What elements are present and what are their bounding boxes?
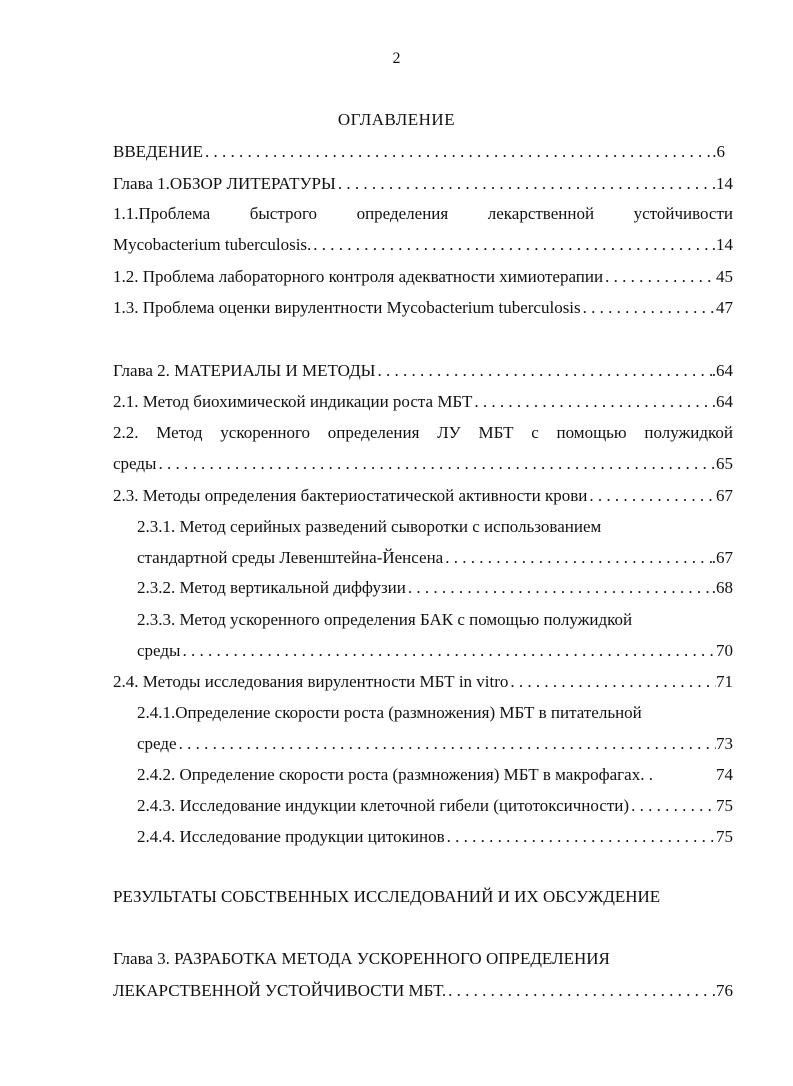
toc-entry-page: 47 (716, 298, 733, 317)
toc-entry-text: среды (113, 454, 157, 473)
word: ускоренного (220, 423, 311, 442)
toc-entry-text: среды (137, 641, 181, 660)
dot-leader (443, 548, 712, 568)
toc-entry-page: 65 (716, 454, 733, 473)
page-number: 2 (392, 50, 401, 67)
toc-entry-page: 45 (716, 267, 733, 286)
toc-entry-2-3-3-line2 (137, 641, 733, 661)
toc-entry-chapter-1 (113, 174, 733, 194)
toc-entry-page: .64 (711, 392, 733, 411)
toc-entry-2-4-1-line1: 2.4.1.Определение скорости роста (размножения) МБТ в питательной (137, 703, 642, 722)
toc-entry-page: .67 (711, 548, 733, 567)
toc-entry-1-2 (113, 267, 733, 287)
dot-leader (472, 392, 711, 412)
toc-entry-text: 2.4.2. Определение скорости роста (размножения) МБТ в макрофагах. . (137, 765, 653, 784)
toc-entry-2-3-1-line1: 2.3.1. Метод серийных разведений сыворотки с использованием (137, 517, 602, 536)
dot-leader (156, 454, 716, 474)
toc-entry-text: Глава 2. МАТЕРИАЛЫ И МЕТОДЫ (113, 361, 376, 380)
dot-leader (603, 267, 716, 287)
toc-entry-2-3-1-line2 (137, 548, 733, 568)
word: лекарственной (487, 204, 595, 223)
dot-leader (587, 486, 716, 506)
toc-entry-2-3-2 (137, 578, 733, 598)
toc-entry-page: .76 (711, 981, 733, 1000)
toc-entry-1-1-line1 (113, 204, 733, 224)
toc-entry-intro (113, 142, 725, 162)
toc-entry-text: 2.1. Метод биохимической индикации роста МБТ (113, 392, 473, 411)
toc-entry-text: 2.4.3. Исследование индукции клеточной гибели (цитотоксичности) (137, 796, 630, 815)
toc-entry-page: 73 (716, 734, 733, 753)
toc-entry-2-4-2 (137, 765, 733, 785)
toc-entry-1-1-line2 (113, 235, 733, 255)
dot-leader (445, 827, 716, 847)
word: определения (356, 204, 449, 223)
dot-leader (177, 734, 716, 754)
section-heading-results: РЕЗУЛЬТАТЫ СОБСТВЕННЫХ ИССЛЕДОВАНИЙ И ИХ ОБСУЖДЕНИЕ (113, 887, 661, 906)
dot-leader (180, 641, 716, 661)
toc-entry-2-4-1-line2 (137, 734, 733, 754)
dot-leader (336, 174, 716, 194)
word: устойчивости (633, 204, 733, 223)
toc-entry-page: .64 (711, 361, 733, 380)
word: определения (327, 423, 420, 442)
word: ЛУ (437, 423, 461, 442)
word: МБТ (478, 423, 514, 442)
word: с (531, 423, 539, 442)
word: 1.1.Проблема (113, 204, 211, 223)
toc-entry-1-3 (113, 298, 733, 318)
toc-entry-page: 70 (716, 641, 733, 660)
toc-entry-2-1 (113, 392, 733, 412)
toc-entry-page: 74 (716, 765, 733, 784)
word: помощью (556, 423, 627, 442)
toc-entry-text: 1.3. Проблема оценки вирулентности Mycobacterium tuberculosis (113, 298, 581, 317)
toc-entry-text: ВВЕДЕНИЕ (113, 142, 203, 161)
toc-entry-2-4-4 (137, 827, 733, 847)
toc-entry-2-2-line2 (113, 454, 733, 474)
toc-entry-page: .68 (711, 578, 733, 597)
dot-leader (581, 298, 716, 318)
toc-entry-page: .14 (711, 235, 733, 254)
toc-entry-text: 1.2. Проблема лабораторного контроля адекватности химиотерапии (113, 267, 604, 286)
toc-entry-text: 2.4. Методы исследования вирулентности МБТ in vitro (113, 672, 509, 691)
toc-entry-text: 2.4.4. Исследование продукции цитокинов (137, 827, 445, 846)
toc-entry-page: .6 (712, 142, 725, 161)
toc-entry-page: 71 (716, 672, 733, 691)
word: быстрого (249, 204, 318, 223)
dot-leader (629, 796, 716, 816)
word: 2.2. (113, 423, 139, 442)
dot-leader (376, 361, 712, 381)
toc-entry-page: 75 (716, 827, 733, 846)
toc-entry-2-3-3-line1: 2.3.3. Метод ускоренного определения БАК с помощью полужидкой (137, 610, 633, 629)
toc-entry-page: 14 (716, 174, 733, 193)
toc-entry-page: 75 (716, 796, 733, 815)
toc-entry-text: среде (137, 734, 177, 753)
toc-entry-chapter-3-line1: Глава 3. РАЗРАБОТКА МЕТОДА УСКОРЕННОГО ОПРЕДЕЛЕНИЯ (113, 949, 610, 968)
toc-entry-text: 2.3. Методы определения бактериостатической активности крови (113, 486, 588, 505)
dot-leader (446, 981, 712, 1001)
dot-leader (508, 672, 716, 692)
toc-entry-text: Mycobacterium tuberculosis. (113, 235, 312, 254)
toc-title: ОГЛАВЛЕНИЕ (337, 110, 456, 129)
toc-entry-chapter-3-line2 (113, 981, 733, 1001)
toc-entry-text: стандартной среды Левенштейна-Йенсена (137, 548, 444, 567)
toc-entry-2-2-line1 (113, 423, 733, 443)
toc-entry-text: ЛЕКАРСТВЕННОЙ УСТОЙЧИВОСТИ МБТ. (113, 981, 447, 1000)
toc-entry-text: Глава 1.ОБЗОР ЛИТЕРАТУРЫ (113, 174, 336, 193)
dot-leader (311, 235, 711, 255)
word: полужидкой (644, 423, 733, 442)
dot-leader (406, 578, 712, 598)
dot-leader (203, 142, 712, 162)
toc-entry-2-3 (113, 486, 733, 506)
toc-entry-chapter-2 (113, 361, 733, 381)
word: Метод (156, 423, 203, 442)
toc-entry-2-4 (113, 672, 733, 692)
toc-entry-2-4-3 (137, 796, 733, 816)
toc-entry-text: 2.3.2. Метод вертикальной диффузии (137, 578, 406, 597)
toc-entry-page: 67 (716, 486, 733, 505)
